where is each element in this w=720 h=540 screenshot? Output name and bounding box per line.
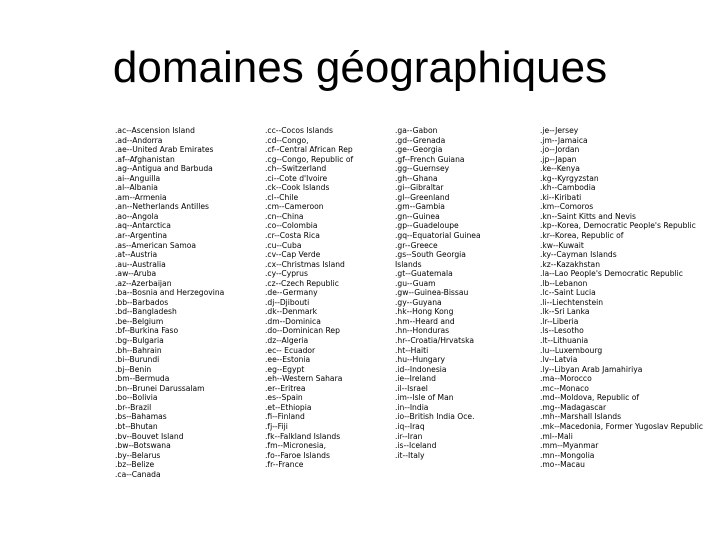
domain-column-4 bbox=[540, 126, 703, 470]
domain-entry: .gd--Grenada bbox=[395, 135, 446, 145]
domain-entry: .cl--Chile bbox=[265, 192, 299, 202]
domain-entry: .gn--Guinea bbox=[395, 211, 440, 221]
domain-entry: .bi--Burundi bbox=[115, 355, 160, 365]
domain-entry: .hr--Croatia/Hrvatska bbox=[395, 336, 475, 346]
domain-entry: .cr--Costa Rica bbox=[265, 231, 320, 241]
domain-entry: .jm--Jamaica bbox=[540, 135, 588, 145]
domain-entry: .ag--Antigua and Barbuda bbox=[115, 164, 213, 174]
domain-entry: .kw--Kuwait bbox=[540, 240, 584, 250]
domain-entry: .as--American Samoa bbox=[115, 240, 197, 250]
domain-entry: .iq--Iraq bbox=[395, 421, 425, 431]
domain-entry: .mn--Mongolia bbox=[540, 450, 595, 460]
domain-entry: .li--Liechtenstein bbox=[540, 297, 604, 307]
domain-entry: .bf--Burkina Faso bbox=[115, 326, 179, 336]
domain-entry: .mk--Macedonia, Former Yugoslav Republic bbox=[540, 421, 704, 431]
domain-entry: .bd--Bangladesh bbox=[115, 307, 177, 317]
domain-entry: .gy--Guyana bbox=[395, 297, 442, 307]
domain-entry: .bm--Bermuda bbox=[115, 374, 170, 384]
domain-entry: .ao--Angola bbox=[115, 211, 159, 221]
domain-entry: .io--British India Oce. bbox=[395, 412, 475, 422]
domain-entry: .je--Jersey bbox=[540, 126, 579, 135]
domain-entry: .fm--Micronesia, bbox=[265, 441, 327, 451]
domain-entry: .ly--Libyan Arab Jamahiriya bbox=[540, 364, 643, 374]
domain-entry: .af--Afghanistan bbox=[115, 154, 175, 164]
domain-entry: .hu--Hungary bbox=[395, 355, 445, 365]
domain-entry: .fj--Fiji bbox=[265, 421, 288, 431]
domain-entry: .gu--Guam bbox=[395, 278, 436, 288]
domain-entry: .aq--Antarctica bbox=[115, 221, 171, 231]
domain-entry: .cf--Central African Rep bbox=[265, 145, 353, 155]
domain-entry: .il--Israel bbox=[395, 383, 428, 393]
domain-entry: .ck--Cook Islands bbox=[265, 183, 330, 193]
domain-entry: .dz--Algeria bbox=[265, 336, 309, 346]
domain-entry: .gg--Guernsey bbox=[395, 164, 450, 174]
domain-entry: .gp--Guadeloupe bbox=[395, 221, 459, 231]
domain-entry: .gi--Gibraltar bbox=[395, 183, 444, 193]
domain-entry: .ie--Ireland bbox=[395, 374, 436, 384]
domain-entry: .id--Indonesia bbox=[395, 364, 447, 374]
domain-entry: .cx--Christmas Island bbox=[265, 259, 345, 269]
domain-entry: .ad--Andorra bbox=[115, 135, 163, 145]
domain-entry: .ke--Kenya bbox=[540, 164, 580, 174]
domain-entry: .it--Italy bbox=[395, 450, 425, 460]
domain-entry: .lr--Liberia bbox=[540, 316, 579, 326]
domain-entry: .jp--Japan bbox=[540, 154, 577, 164]
domain-entry: .br--Brazil bbox=[115, 402, 152, 412]
domain-entry: .lu--Luxembourg bbox=[540, 345, 603, 355]
domain-entry: .gm--Gambia bbox=[395, 202, 445, 212]
domain-column-1 bbox=[115, 126, 224, 479]
domain-entry: .ar--Argentina bbox=[115, 231, 168, 241]
domain-entry: .ai--Anguilla bbox=[115, 173, 161, 183]
domain-entry: .ch--Switzerland bbox=[265, 164, 327, 174]
domain-entry: .cm--Cameroon bbox=[265, 202, 324, 212]
domain-entry: .aw--Aruba bbox=[115, 269, 157, 279]
domain-entry: .gs--South Georgia bbox=[395, 250, 466, 260]
domain-entry: .mo--Macau bbox=[540, 460, 585, 470]
domain-entry: .cg--Congo, Republic of bbox=[265, 154, 354, 164]
domain-entry: .bh--Bahrain bbox=[115, 345, 162, 355]
domain-entry: .do--Dominican Rep bbox=[265, 326, 340, 336]
domain-entry: .er--Eritrea bbox=[265, 383, 306, 393]
domain-entry: .fi--Finland bbox=[265, 412, 305, 422]
domain-entry: .co--Colombia bbox=[265, 221, 318, 231]
domain-entry: .bt--Bhutan bbox=[115, 421, 158, 431]
domain-entry: .au--Australia bbox=[115, 259, 166, 269]
domain-entry: .dm--Dominica bbox=[265, 316, 321, 326]
domain-entry: .cy--Cyprus bbox=[265, 269, 308, 279]
domain-entry: .cv--Cap Verde bbox=[265, 250, 321, 260]
domain-entry: .gw--Guinea-Bissau bbox=[395, 288, 469, 298]
page-title: domaines géographiques bbox=[112, 43, 608, 92]
domain-entry: .gl--Greenland bbox=[395, 192, 450, 202]
domain-entry: .fk--Falkland Islands bbox=[265, 431, 341, 441]
domain-entry: .jo--Jordan bbox=[540, 145, 580, 155]
domain-entry: .lb--Lebanon bbox=[540, 278, 588, 288]
domain-entry: .al--Albania bbox=[115, 183, 158, 193]
domain-entry: .ls--Lesotho bbox=[540, 326, 584, 336]
domain-entry: .at--Austria bbox=[115, 250, 158, 260]
domain-entry: .de--Germany bbox=[265, 288, 318, 298]
domain-entry: .dk--Denmark bbox=[265, 307, 318, 317]
domain-entry: .in--India bbox=[395, 402, 429, 412]
domain-entry: .lt--Lithuania bbox=[540, 336, 589, 346]
domain-entry: .eh--Western Sahara bbox=[265, 374, 343, 384]
domain-entry: .ml--Mali bbox=[540, 431, 573, 441]
domain-entry: .es--Spain bbox=[265, 393, 303, 403]
domain-entry: .ht--Haiti bbox=[395, 345, 429, 355]
domain-entry: .am--Armenia bbox=[115, 192, 167, 202]
domain-entry: .is--Iceland bbox=[395, 441, 437, 451]
domain-entry: .bo--Bolivia bbox=[115, 393, 158, 403]
domain-entry: .ci--Cote d'Ivoire bbox=[265, 173, 328, 183]
domain-entry: .kh--Cambodia bbox=[540, 183, 596, 193]
domain-entry: .im--Isle of Man bbox=[395, 393, 454, 403]
domain-entry: .gh--Ghana bbox=[395, 173, 438, 183]
domain-entry: .mc--Monaco bbox=[540, 383, 589, 393]
domain-entry: .ca--Canada bbox=[115, 469, 161, 479]
domain-entry: .bb--Barbados bbox=[115, 297, 169, 307]
domain-entry: .hn--Honduras bbox=[395, 326, 450, 336]
domain-entry: .kr--Korea, Republic of bbox=[540, 231, 624, 241]
domain-entry: .ga--Gabon bbox=[395, 126, 438, 135]
domain-entry: .eg--Egypt bbox=[265, 364, 305, 374]
domain-entry: .cu--Cuba bbox=[265, 240, 302, 250]
domain-entry: .bg--Bulgaria bbox=[115, 336, 164, 346]
domain-entry: .mh--Marshall Islands bbox=[540, 412, 622, 422]
domain-entry: .ec-- Ecuador bbox=[265, 345, 316, 355]
domain-entry: .bv--Bouvet Island bbox=[115, 431, 184, 441]
domain-entry: .lv--Latvia bbox=[540, 355, 578, 365]
domain-entry: .ky--Cayman Islands bbox=[540, 250, 617, 260]
domain-entry: .fr--France bbox=[265, 460, 304, 470]
domain-entry: .ma--Morocco bbox=[540, 374, 592, 384]
domain-entry: .ki--Kiribati bbox=[540, 192, 582, 202]
domain-entry: .bs--Bahamas bbox=[115, 412, 167, 422]
domain-entry: .dj--Djibouti bbox=[265, 297, 310, 307]
domain-entry: .by--Belarus bbox=[115, 450, 161, 460]
domain-entry: .md--Moldova, Republic of bbox=[540, 393, 640, 403]
domain-entry: .cz--Czech Republic bbox=[265, 278, 339, 288]
domain-entry: .be--Belgium bbox=[115, 316, 164, 326]
domain-entry: .bj--Benin bbox=[115, 364, 152, 374]
domain-entry: .gf--French Guiana bbox=[395, 154, 465, 164]
domain-entry: .gr--Greece bbox=[395, 240, 438, 250]
domain-entry: .km--Comoros bbox=[540, 202, 594, 212]
domain-entry: .ee--Estonia bbox=[265, 355, 311, 365]
domain-entry: .fo--Faroe Islands bbox=[265, 450, 330, 460]
domain-entry: .gt--Guatemala bbox=[395, 269, 453, 279]
domain-entry: .cn--China bbox=[265, 211, 304, 221]
domain-entry: .gq--Equatorial Guinea bbox=[395, 231, 481, 241]
domain-entry: .mm--Myanmar bbox=[540, 441, 599, 451]
domain-entry: .kn--Saint Kitts and Nevis bbox=[540, 211, 636, 221]
domain-entry: .ge--Georgia bbox=[395, 145, 443, 155]
domain-entry: .lc--Saint Lucia bbox=[540, 288, 596, 298]
domain-entry: .ba--Bosnia and Herzegovina bbox=[115, 288, 225, 298]
domain-entry: .la--Lao People's Democratic Republic bbox=[540, 269, 683, 279]
domain-entry: .kz--Kazakhstan bbox=[540, 259, 601, 269]
domain-entry: .et--Ethiopia bbox=[265, 402, 312, 412]
domain-entry: .kp--Korea, Democratic People's Republic bbox=[540, 221, 696, 231]
domain-entry: .cd--Congo, bbox=[265, 135, 309, 145]
domain-entry: .ae--United Arab Emirates bbox=[115, 145, 214, 155]
domain-entry: .ir--Iran bbox=[395, 431, 423, 441]
domain-entry: Islands bbox=[395, 259, 422, 269]
domain-entry: .an--Netherlands Antilles bbox=[115, 202, 210, 212]
domain-column-3 bbox=[395, 126, 481, 460]
domain-entry: .cc--Cocos Islands bbox=[265, 126, 333, 135]
domain-entry: .ac--Ascension Island bbox=[115, 126, 195, 135]
domain-entry: .lk--Sri Lanka bbox=[540, 307, 590, 317]
domain-entry: .bw--Botswana bbox=[115, 441, 171, 451]
domain-column-2 bbox=[265, 126, 353, 470]
domain-entry: .az--Azerbaijan bbox=[115, 278, 172, 288]
domain-entry: .bn--Brunei Darussalam bbox=[115, 383, 205, 393]
domain-entry: .kg--Kyrgyzstan bbox=[540, 173, 599, 183]
domain-entry: .mg--Madagascar bbox=[540, 402, 607, 412]
domain-entry: .bz--Belize bbox=[115, 460, 155, 470]
domain-entry: .hm--Heard and bbox=[395, 316, 455, 326]
domain-entry: .hk--Hong Kong bbox=[395, 307, 454, 317]
